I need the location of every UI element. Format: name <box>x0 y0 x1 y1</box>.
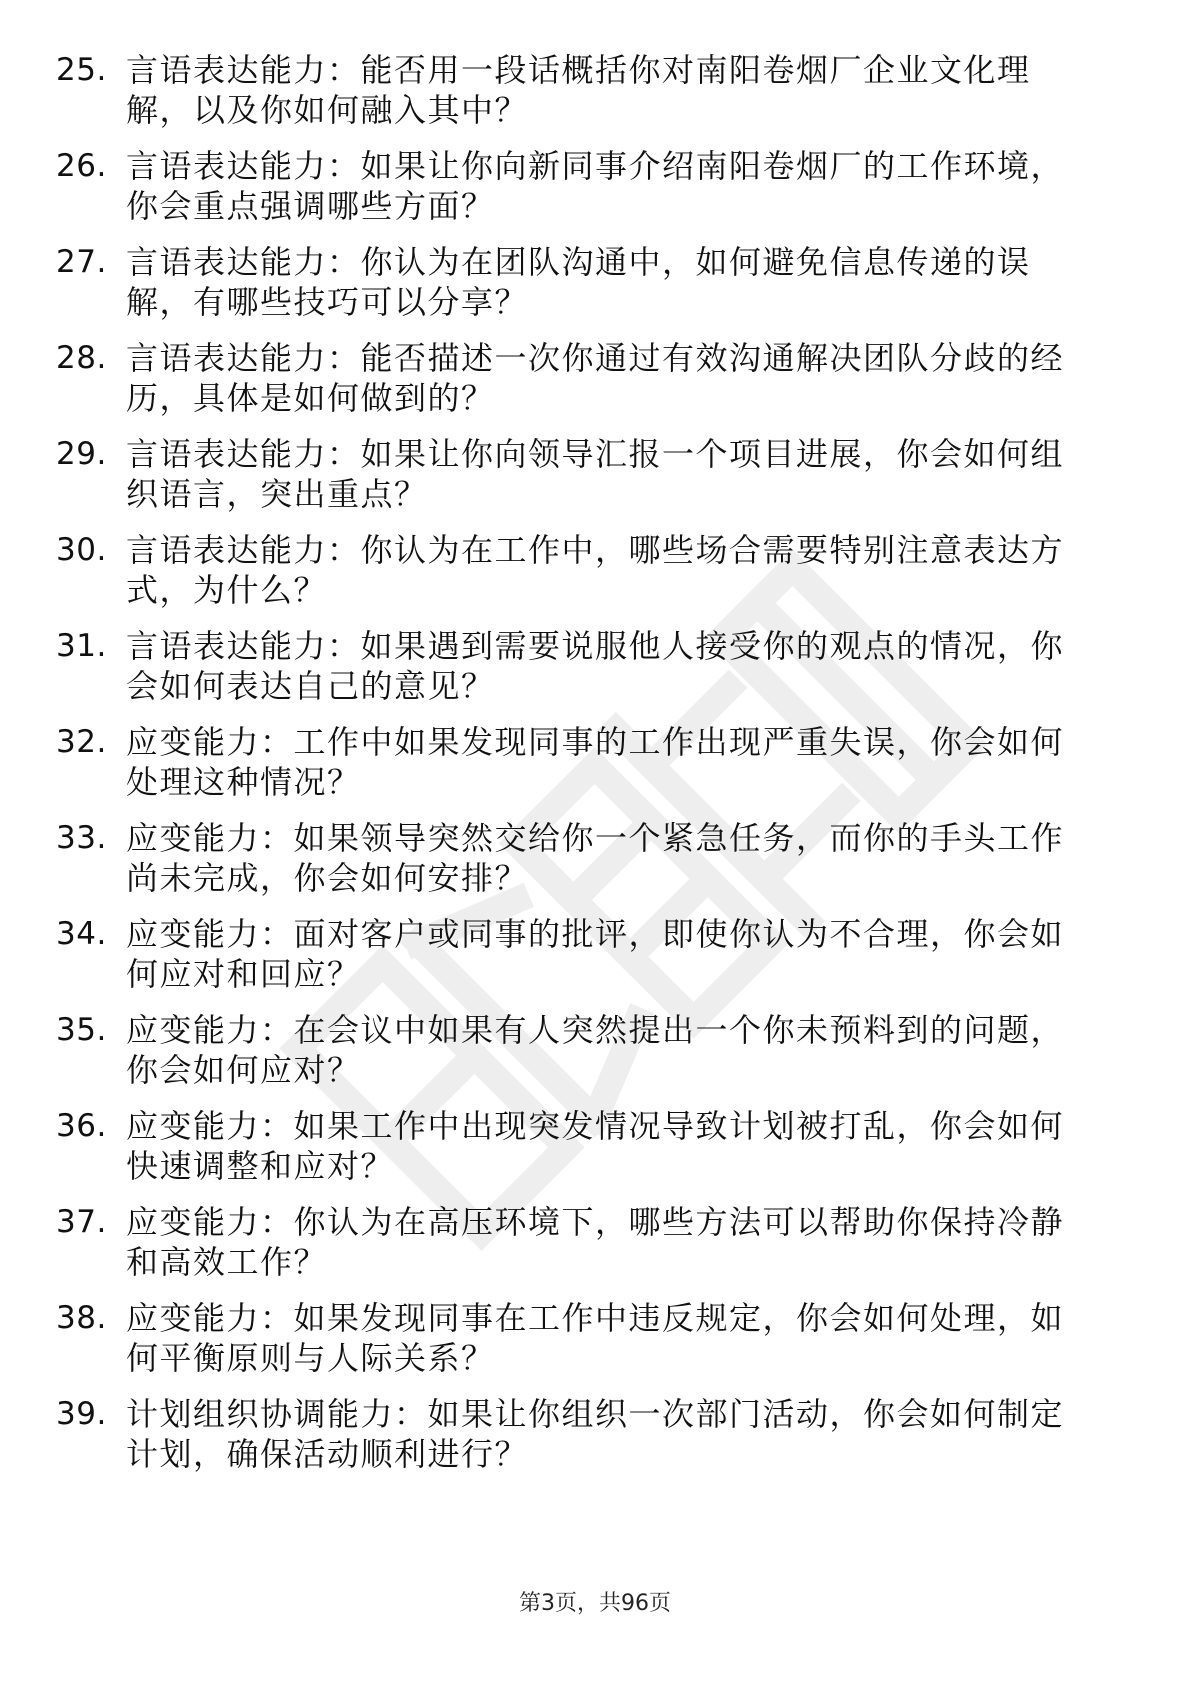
question-number: 34. <box>56 916 107 952</box>
list-item <box>56 1202 1136 1298</box>
question-number: 30. <box>56 532 107 568</box>
question-number: 37. <box>56 1204 107 1240</box>
list-item <box>56 626 1136 722</box>
list-item <box>56 242 1136 338</box>
question-text-line: 言语表达能力：你认为在团队沟通中，如何避免信息传递的误 <box>126 243 1031 281</box>
question-text-line: 和高效工作？ <box>126 1243 328 1281</box>
list-item <box>56 722 1136 818</box>
question-text <box>126 1298 1126 1378</box>
question-text-line: 尚未完成，你会如何安排？ <box>126 859 529 897</box>
question-number: 39. <box>56 1396 107 1432</box>
question-text <box>126 338 1126 418</box>
question-text-line: 言语表达能力：如果遇到需要说服他人接受你的观点的情况，你 <box>126 627 1065 665</box>
question-text-line: 历，具体是如何做到的？ <box>126 379 495 417</box>
list-item <box>56 530 1136 626</box>
question-number: 31. <box>56 628 107 664</box>
question-text-line: 你会如何应对？ <box>126 1051 361 1089</box>
question-number: 35. <box>56 1012 107 1048</box>
list-item <box>56 434 1136 530</box>
question-text <box>126 818 1126 898</box>
question-text-line: 计划，确保活动顺利进行？ <box>126 1435 529 1473</box>
question-text-line: 应变能力：如果工作中出现突发情况导致计划被打乱，你会如何 <box>126 1107 1065 1145</box>
list-item <box>56 338 1136 434</box>
question-text <box>126 1394 1126 1474</box>
question-number: 27. <box>56 244 107 280</box>
question-text-line: 应变能力：如果领导突然交给你一个紧急任务，而你的手头工作 <box>126 819 1065 857</box>
question-text <box>126 50 1126 130</box>
question-text-line: 何平衡原则与人际关系？ <box>126 1339 495 1377</box>
question-text-line: 解，以及你如何融入其中？ <box>126 91 529 129</box>
list-item <box>56 914 1136 1010</box>
question-text-line: 织语言，突出重点？ <box>126 475 428 513</box>
question-text <box>126 1202 1126 1282</box>
question-text <box>126 434 1126 514</box>
question-text-line: 会如何表达自己的意见？ <box>126 667 495 705</box>
list-item <box>56 1394 1136 1490</box>
question-text-line: 应变能力：在会议中如果有人突然提出一个你未预料到的问题， <box>126 1011 1065 1049</box>
list-item <box>56 146 1136 242</box>
question-text-line: 计划组织协调能力：如果让你组织一次部门活动，你会如何制定 <box>126 1395 1065 1433</box>
question-text-line: 言语表达能力：如果让你向领导汇报一个项目进展，你会如何组 <box>126 435 1065 473</box>
question-text <box>126 242 1126 322</box>
question-text-line: 应变能力：你认为在高压环境下，哪些方法可以帮助你保持冷静 <box>126 1203 1065 1241</box>
question-number: 25. <box>56 52 107 88</box>
list-item <box>56 1298 1136 1394</box>
question-number: 33. <box>56 820 107 856</box>
question-text <box>126 146 1126 226</box>
list-item <box>56 1106 1136 1202</box>
question-number: 26. <box>56 148 107 184</box>
question-number: 29. <box>56 436 107 472</box>
question-text <box>126 914 1126 994</box>
question-text-line: 应变能力：如果发现同事在工作中违反规定，你会如何处理，如 <box>126 1299 1065 1337</box>
question-number: 36. <box>56 1108 107 1144</box>
question-text-line: 快速调整和应对？ <box>126 1147 395 1185</box>
question-text <box>126 1106 1126 1186</box>
list-item <box>56 1010 1136 1106</box>
question-text <box>126 722 1126 802</box>
question-number: 28. <box>56 340 107 376</box>
list-item <box>56 50 1136 146</box>
question-text-line: 解，有哪些技巧可以分享？ <box>126 283 529 321</box>
question-text-line: 应变能力：工作中如果发现同事的工作出现严重失误，你会如何 <box>126 723 1065 761</box>
question-text-line: 你会重点强调哪些方面？ <box>126 187 495 225</box>
question-text-line: 言语表达能力：能否用一段话概括你对南阳卷烟厂企业文化理 <box>126 51 1031 89</box>
question-number: 32. <box>56 724 107 760</box>
question-text-line: 应变能力：面对客户或同事的批评，即使你认为不合理，你会如 <box>126 915 1065 953</box>
question-text-line: 处理这种情况？ <box>126 763 361 801</box>
question-text-line: 式，为什么？ <box>126 571 328 609</box>
question-text <box>126 1010 1126 1090</box>
question-text-line: 言语表达能力：你认为在工作中，哪些场合需要特别注意表达方 <box>126 531 1065 569</box>
list-item <box>56 818 1136 914</box>
question-text-line: 何应对和回应？ <box>126 955 361 993</box>
page-footer: 第3页，共96页 <box>519 1591 671 1616</box>
question-text <box>126 530 1126 610</box>
question-text <box>126 626 1126 706</box>
question-text-line: 言语表达能力：能否描述一次你通过有效沟通解决团队分歧的经 <box>126 339 1065 377</box>
question-number: 38. <box>56 1300 107 1336</box>
question-text-line: 言语表达能力：如果让你向新同事介绍南阳卷烟厂的工作环境， <box>126 147 1065 185</box>
